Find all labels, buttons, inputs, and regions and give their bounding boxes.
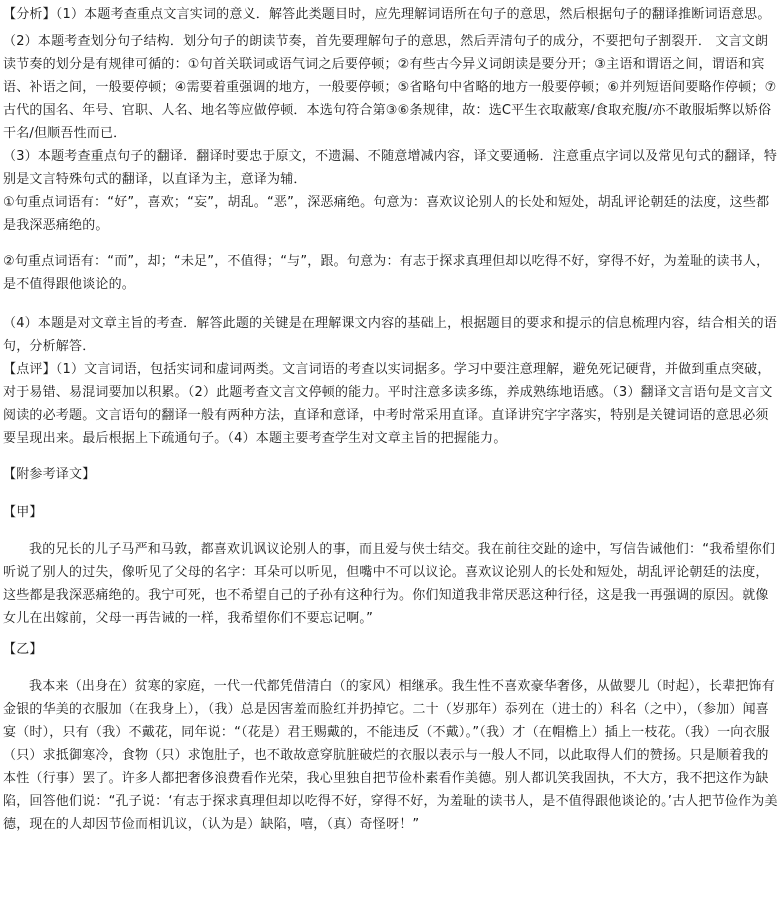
spacer — [3, 237, 778, 250]
translation-title: 【附参考译文】 — [3, 467, 96, 482]
analysis-paragraph-5: ②句重点词语有：“而”，却；“未足”，不值得；“与”，跟。句意为：有志于探求真理但却以吃得不好，穿得不好，为羞耻的读书人，是不值得跟他谈论的。 — [3, 254, 770, 292]
analysis-paragraph-6: （4）本题是对文章主旨的考查．解答此题的关键是在理解课文内容的基础上，根据题目的要求和提示的信息梳理内容，结合相关的语句，分析解答． — [3, 316, 778, 354]
analysis-paragraph-2: （2）本题考查划分句子结构．划分句子的朗读节奏，首先要理解句子的意思，然后弄清句子的成分，不要把句子割裂开． 文言文朗读节奏的划分是有规律可循的：①句首关联词或语气词之后要停顿；②有些古今异义词朗读是要分开；③主语和谓语之间，谓语和宾语、补语之间，一般要停顿；④需要着重强调的地方，一般要停顿；⑤省略句中省略的地方一般要停顿；⑥并列短语间要略作停顿；⑦古代的国名、年号、官职、人名、地名等应做停顿．本选句符合第③⑥条规律，故：选C平生衣取蔽寒/食取充腹/亦不敢服垢弊以矫俗干名/但顺吾性而已． — [3, 34, 777, 141]
jia-title: 【甲】 — [3, 505, 43, 520]
spacer — [3, 296, 778, 312]
yi-translation: 我本来（出身在）贫寒的家庭，一代一代都凭借清白（的家风）相继承。我生性不喜欢豪华奢侈，从做婴儿（时起），长辈把饰有金银的华美的衣服加（在我身上），（我）总是因害羞而脸红并扔掉它。二十（岁那年）忝列在（进士的）科名（之中），（参加）闻喜宴（时），只有（我）不戴花，同年说：“（花是）君王赐戴的，不能违反（不戴）。”（我）才（在帽檐上）插上一枝花。（我）一向衣服（只）求抵御寒冷，食物（只）求饱肚子，也不敢故意穿肮脏破烂的衣服以表示与一般人不同，以此取得人们的赞扬。只是顺着我的本性（行事）罢了。许多人都把奢侈浪费看作光荣，我心里独自把节俭朴素看作美德。别人都讥笑我固执，不大方，我不把这作为缺陷，回答他们说：“孔子说：‘有志于探求真理但却以吃得不好，穿得不好，为羞耻的读书人，是不值得跟他谈论的。’古人把节俭作为美德，现在的人却因节俭而相讥议，（认为是）缺陷，嘻，（真）奇怪呀！” — [3, 679, 778, 832]
comment-paragraph: 【点评】（1）文言词语，包括实词和虚词两类。文言词语的考查以实词据多。学习中要注意理解，避免死记硬背，并做到重点突破，对于易错、易混词要加以积累。（2）此题考查文言文停顿的能力。平时注意多读多练，养成熟练地语感。（3）翻译文言语句是文言文阅读的必考题。文言语句的翻译一般有两种方法，直译和意译，中考时常采用直译。直译讲究字字落实，特别是关键词语的意思必须要呈现出来。最后根据上下疏通句子。（4）本题主要考查学生对文章主旨的把握能力。 — [3, 362, 773, 446]
analysis-paragraph-1: 【分析】（1）本题考查重点文言实词的意义．解答此类题目时，应先理解词语所在句子的意思，然后根据句子的翻译推断词语意思。 — [3, 7, 771, 22]
yi-title: 【乙】 — [3, 642, 43, 657]
analysis-paragraph-3: （3）本题考查重点句子的翻译．翻译时要忠于原文，不遗漏、不随意增减内容，译文要通畅．注意重点字词以及常见句式的翻译，特别是文言特殊句式的翻译，以直译为主，意译为辅． — [3, 149, 778, 187]
jia-translation: 我的兄长的儿子马严和马敦，都喜欢讥讽议论别人的事，而且爱与侠士结交。我在前往交趾的途中，写信告诫他们：“我希望你们听说了别人的过失，像听见了父母的名字：耳朵可以听见，但嘴中不可以议论。喜欢议论别人的长处和短处，胡乱评论朝廷的法度，这些都是我深恶痛绝的。我宁可死，也不希望自己的子孙有这种行为。你们知道我非常厌恶这种行径，这是我一再强调的原因。就像女儿在出嫁前，父母一再告诫的一样，我希望你们不要忘记啊。” — [3, 542, 776, 626]
analysis-paragraph-4: ①句重点词语有：“好”，喜欢；“妄”，胡乱。“恶”，深恶痛绝。句意为：喜欢议论别人的长处和短处，胡乱评论朝廷的法度，这些都是我深恶痛绝的。 — [3, 195, 770, 233]
